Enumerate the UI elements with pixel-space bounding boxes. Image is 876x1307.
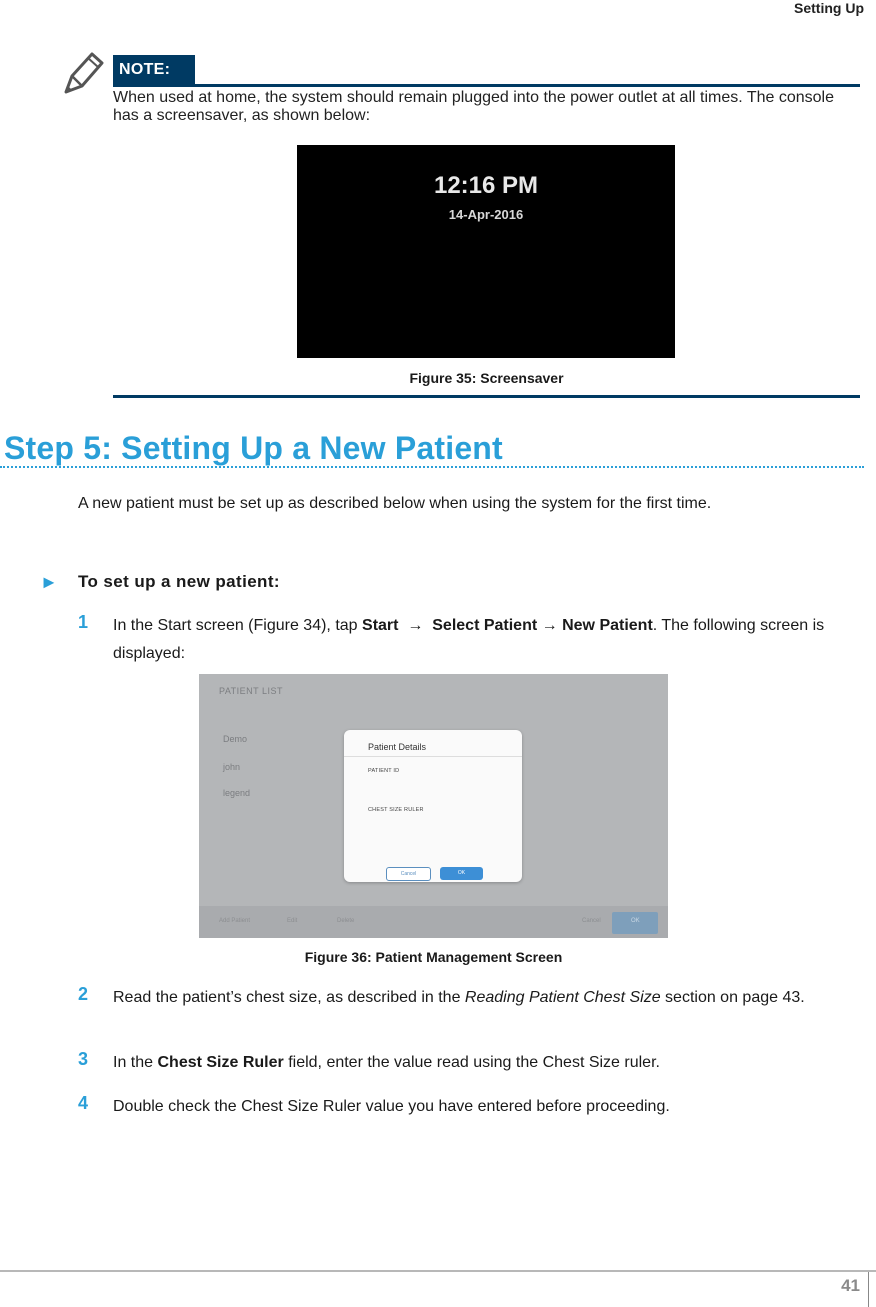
note-label: NOTE: bbox=[113, 55, 195, 85]
heading-dotted-rule bbox=[0, 466, 864, 468]
dialog-ok-button: OK bbox=[440, 867, 483, 880]
step-1-number: 1 bbox=[78, 612, 89, 632]
figure-36-caption: Figure 36: Patient Management Screen bbox=[304, 949, 563, 965]
procedure-title: To set up a new patient: bbox=[78, 572, 280, 591]
list-item: Demo bbox=[223, 734, 248, 744]
patient-list-title: PATIENT LIST bbox=[219, 686, 284, 696]
dialog-cancel-button: Cancel bbox=[386, 867, 431, 881]
figure-35-caption: Figure 35: Screensaver bbox=[409, 370, 564, 386]
footer-separator bbox=[868, 1272, 869, 1307]
procedure-marker-icon: ► bbox=[40, 572, 58, 592]
screensaver-date: 14-Apr-2016 bbox=[448, 207, 524, 222]
footer-rule bbox=[0, 1270, 876, 1272]
note-top-rule bbox=[113, 84, 860, 87]
step-1-text: In the Start screen (Figure 34), tap Start → Select Patient → New Patient. The following screen is displayed: bbox=[113, 617, 825, 662]
list-item: john bbox=[223, 762, 241, 772]
add-patient-button: Add Patient bbox=[219, 918, 251, 924]
bar-cancel-button: Cancel bbox=[582, 918, 601, 924]
delete-button: Delete bbox=[337, 918, 355, 924]
step-3-number: 3 bbox=[78, 1049, 89, 1069]
screensaver-image bbox=[297, 145, 675, 358]
dialog-title: Patient Details bbox=[368, 742, 427, 752]
page-number: 41 bbox=[841, 1276, 860, 1295]
step-4-number: 4 bbox=[78, 1093, 89, 1113]
intro-paragraph: A new patient must be set up as described below when using the system for the first time. bbox=[78, 495, 712, 512]
arrow-right-icon: → bbox=[407, 617, 424, 634]
dialog-divider bbox=[344, 756, 522, 757]
arrow-right-icon: → bbox=[541, 617, 558, 634]
chest-size-field-label: CHEST SIZE RULER bbox=[368, 807, 424, 813]
note-text: When used at home, the system should remain plugged into the power outlet at all times. The console has a screensaver, as shown below: bbox=[113, 89, 834, 124]
step-2-number: 2 bbox=[78, 984, 89, 1004]
patient-id-field-label: PATIENT ID bbox=[368, 768, 400, 774]
step-3-text: In the Chest Size Ruler field, enter the value read using the Chest Size ruler. bbox=[113, 1054, 660, 1071]
patient-management-screenshot bbox=[199, 674, 668, 938]
pencil-icon bbox=[58, 48, 108, 100]
step-2-text: Read the patient’s chest size, as described in the Reading Patient Chest Size section on page 43. bbox=[113, 989, 805, 1006]
running-header: Setting Up bbox=[794, 0, 864, 16]
step-4-text: Double check the Chest Size Ruler value you have entered before proceeding. bbox=[113, 1098, 670, 1115]
note-bottom-rule bbox=[113, 395, 860, 398]
bar-ok-label: OK bbox=[631, 918, 640, 924]
screensaver-time: 12:16 PM bbox=[433, 172, 539, 199]
edit-button: Edit bbox=[287, 918, 298, 924]
section-heading: Step 5: Setting Up a New Patient bbox=[4, 430, 503, 466]
patient-details-dialog bbox=[344, 730, 522, 882]
list-item: legend bbox=[223, 788, 251, 798]
